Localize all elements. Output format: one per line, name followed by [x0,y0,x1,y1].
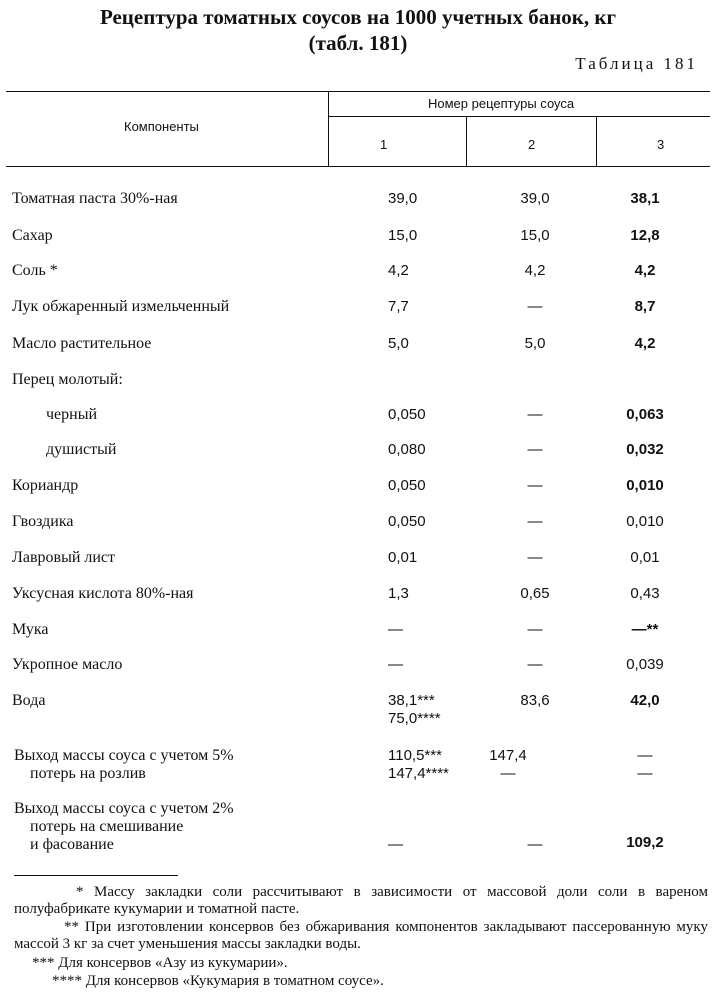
row-value-1a: 38,1*** [388,692,435,709]
row-value-1b: 75,0**** [388,710,441,727]
row-value-1: 7,7 [388,298,409,315]
header-components: Компоненты [124,119,199,134]
row-value-2b: — [500,765,516,782]
row-value-3: —** [631,621,659,638]
row-value-3a: — [637,747,653,764]
header-top-rule [6,91,710,92]
row-value-2: 0,65 [520,585,550,602]
title-line-1: Рецептура томатных соусов на 1000 учетных банок, кг [99,5,617,29]
row-value-1: 1,3 [388,585,409,602]
row-value-2: 5,0 [524,335,546,352]
row-value-3: 0,01 [630,549,660,566]
footnote-2: ** При изготовлении консервов без обжаривания компонентов закладывают пассерованную муку массой 3 кг за счет уменьшения массы закладки воды. [14,919,708,952]
header-col-rule-2 [596,116,597,166]
row-value-1: 0,080 [388,441,426,458]
row-value-2: 4,2 [524,262,546,279]
header-col-2: 2 [528,137,536,152]
header-col-1: 1 [380,137,388,152]
row-value-3: 42,0 [630,692,660,709]
row-value-1: — [388,836,403,853]
row-value-1: 5,0 [388,335,409,352]
row-value-3: 0,032 [626,441,664,458]
row-name: Укропное масло [12,656,123,673]
row-name: черный [46,406,98,423]
header-group-rule [328,116,710,117]
row-value-2: — [527,621,543,638]
row-value-3: 8,7 [634,298,656,315]
row-value-2: — [527,836,543,853]
row-value-1: 0,050 [388,477,426,494]
row-value-1: — [388,656,403,673]
row-name-line-2: потерь на смешивание [30,818,184,835]
row-value-2: — [527,549,543,566]
row-name: Перец молотый: [12,371,123,388]
row-value-3: 4,2 [634,262,656,279]
row-value-3: 0,010 [626,513,664,530]
row-name: Кориандр [12,477,79,494]
row-value-2: — [527,298,543,315]
row-value-3: 0,039 [626,656,664,673]
row-value-2: 83,6 [520,692,550,709]
row-name: Мука [12,621,49,638]
title-line-2: (табл. 181) [308,31,408,55]
row-value-2: — [527,441,543,458]
header-col-3: 3 [657,137,665,152]
row-name-line-1: Выход массы соуса с учетом 5% [14,747,234,764]
row-value-3: 0,010 [626,477,664,494]
footnote-1: * Массу закладки соли рассчитывают в зависимости от массовой доли соли в вареном полуфабрикате кукумарии и томатной пасте. [14,884,708,917]
row-value-1: 0,050 [388,406,426,423]
row-value-3: 38,1 [630,190,660,207]
header-recipe-number: Номер рецептуры соуса [428,96,575,111]
row-value-1: 0,01 [388,549,418,566]
row-value-1b: 147,4**** [388,765,449,782]
row-value-3: 0,43 [630,585,660,602]
row-value-3: 12,8 [630,227,660,244]
row-name: Масло растительное [12,335,152,352]
row-value-1: 15,0 [388,227,418,244]
footnote-separator [14,875,178,876]
row-value-1a: 110,5*** [388,747,442,764]
footnote-3: *** Для консервов «Азу из кукумарии». [32,955,288,971]
row-name-line-3: и фасование [30,836,114,853]
row-name: Гвоздика [12,513,74,530]
row-value-2: — [527,513,543,530]
row-value-2a: 147,4 [489,747,527,764]
footnote-4: **** Для консервов «Кукумария в томатном соусе». [52,973,384,989]
row-value-2: — [527,406,543,423]
row-name: Лавровый лист [12,549,116,566]
row-value-2: 15,0 [520,227,550,244]
row-name: Томатная паста 30%-ная [12,190,178,207]
row-name-line-1: Выход массы соуса с учетом 2% [14,800,234,817]
row-value-1: 39,0 [388,190,418,207]
header-vertical-rule [328,91,329,166]
header-bottom-rule [6,166,710,167]
row-value-1: 4,2 [388,262,409,279]
row-name-line-2: потерь на розлив [30,765,146,782]
header-col-rule-1 [466,116,467,166]
row-value-2: 39,0 [520,190,550,207]
row-name: Уксусная кислота 80%-ная [12,585,194,602]
page-title [0,4,716,56]
row-name: душистый [46,441,117,458]
row-name: Вода [12,692,46,709]
row-value-3: 109,2 [626,834,664,851]
row-name: Соль * [12,262,58,279]
row-name: Сахар [12,227,53,244]
row-name: Лук обжаренный измельченный [12,298,230,315]
row-value-3b: — [637,765,653,782]
row-value-2: — [527,656,543,673]
row-value-1: — [388,621,403,638]
row-value-1: 0,050 [388,513,426,530]
table-label: Таблица 181 [575,54,698,73]
row-value-2: — [527,477,543,494]
row-value-3: 0,063 [626,406,664,423]
row-value-3: 4,2 [634,335,656,352]
